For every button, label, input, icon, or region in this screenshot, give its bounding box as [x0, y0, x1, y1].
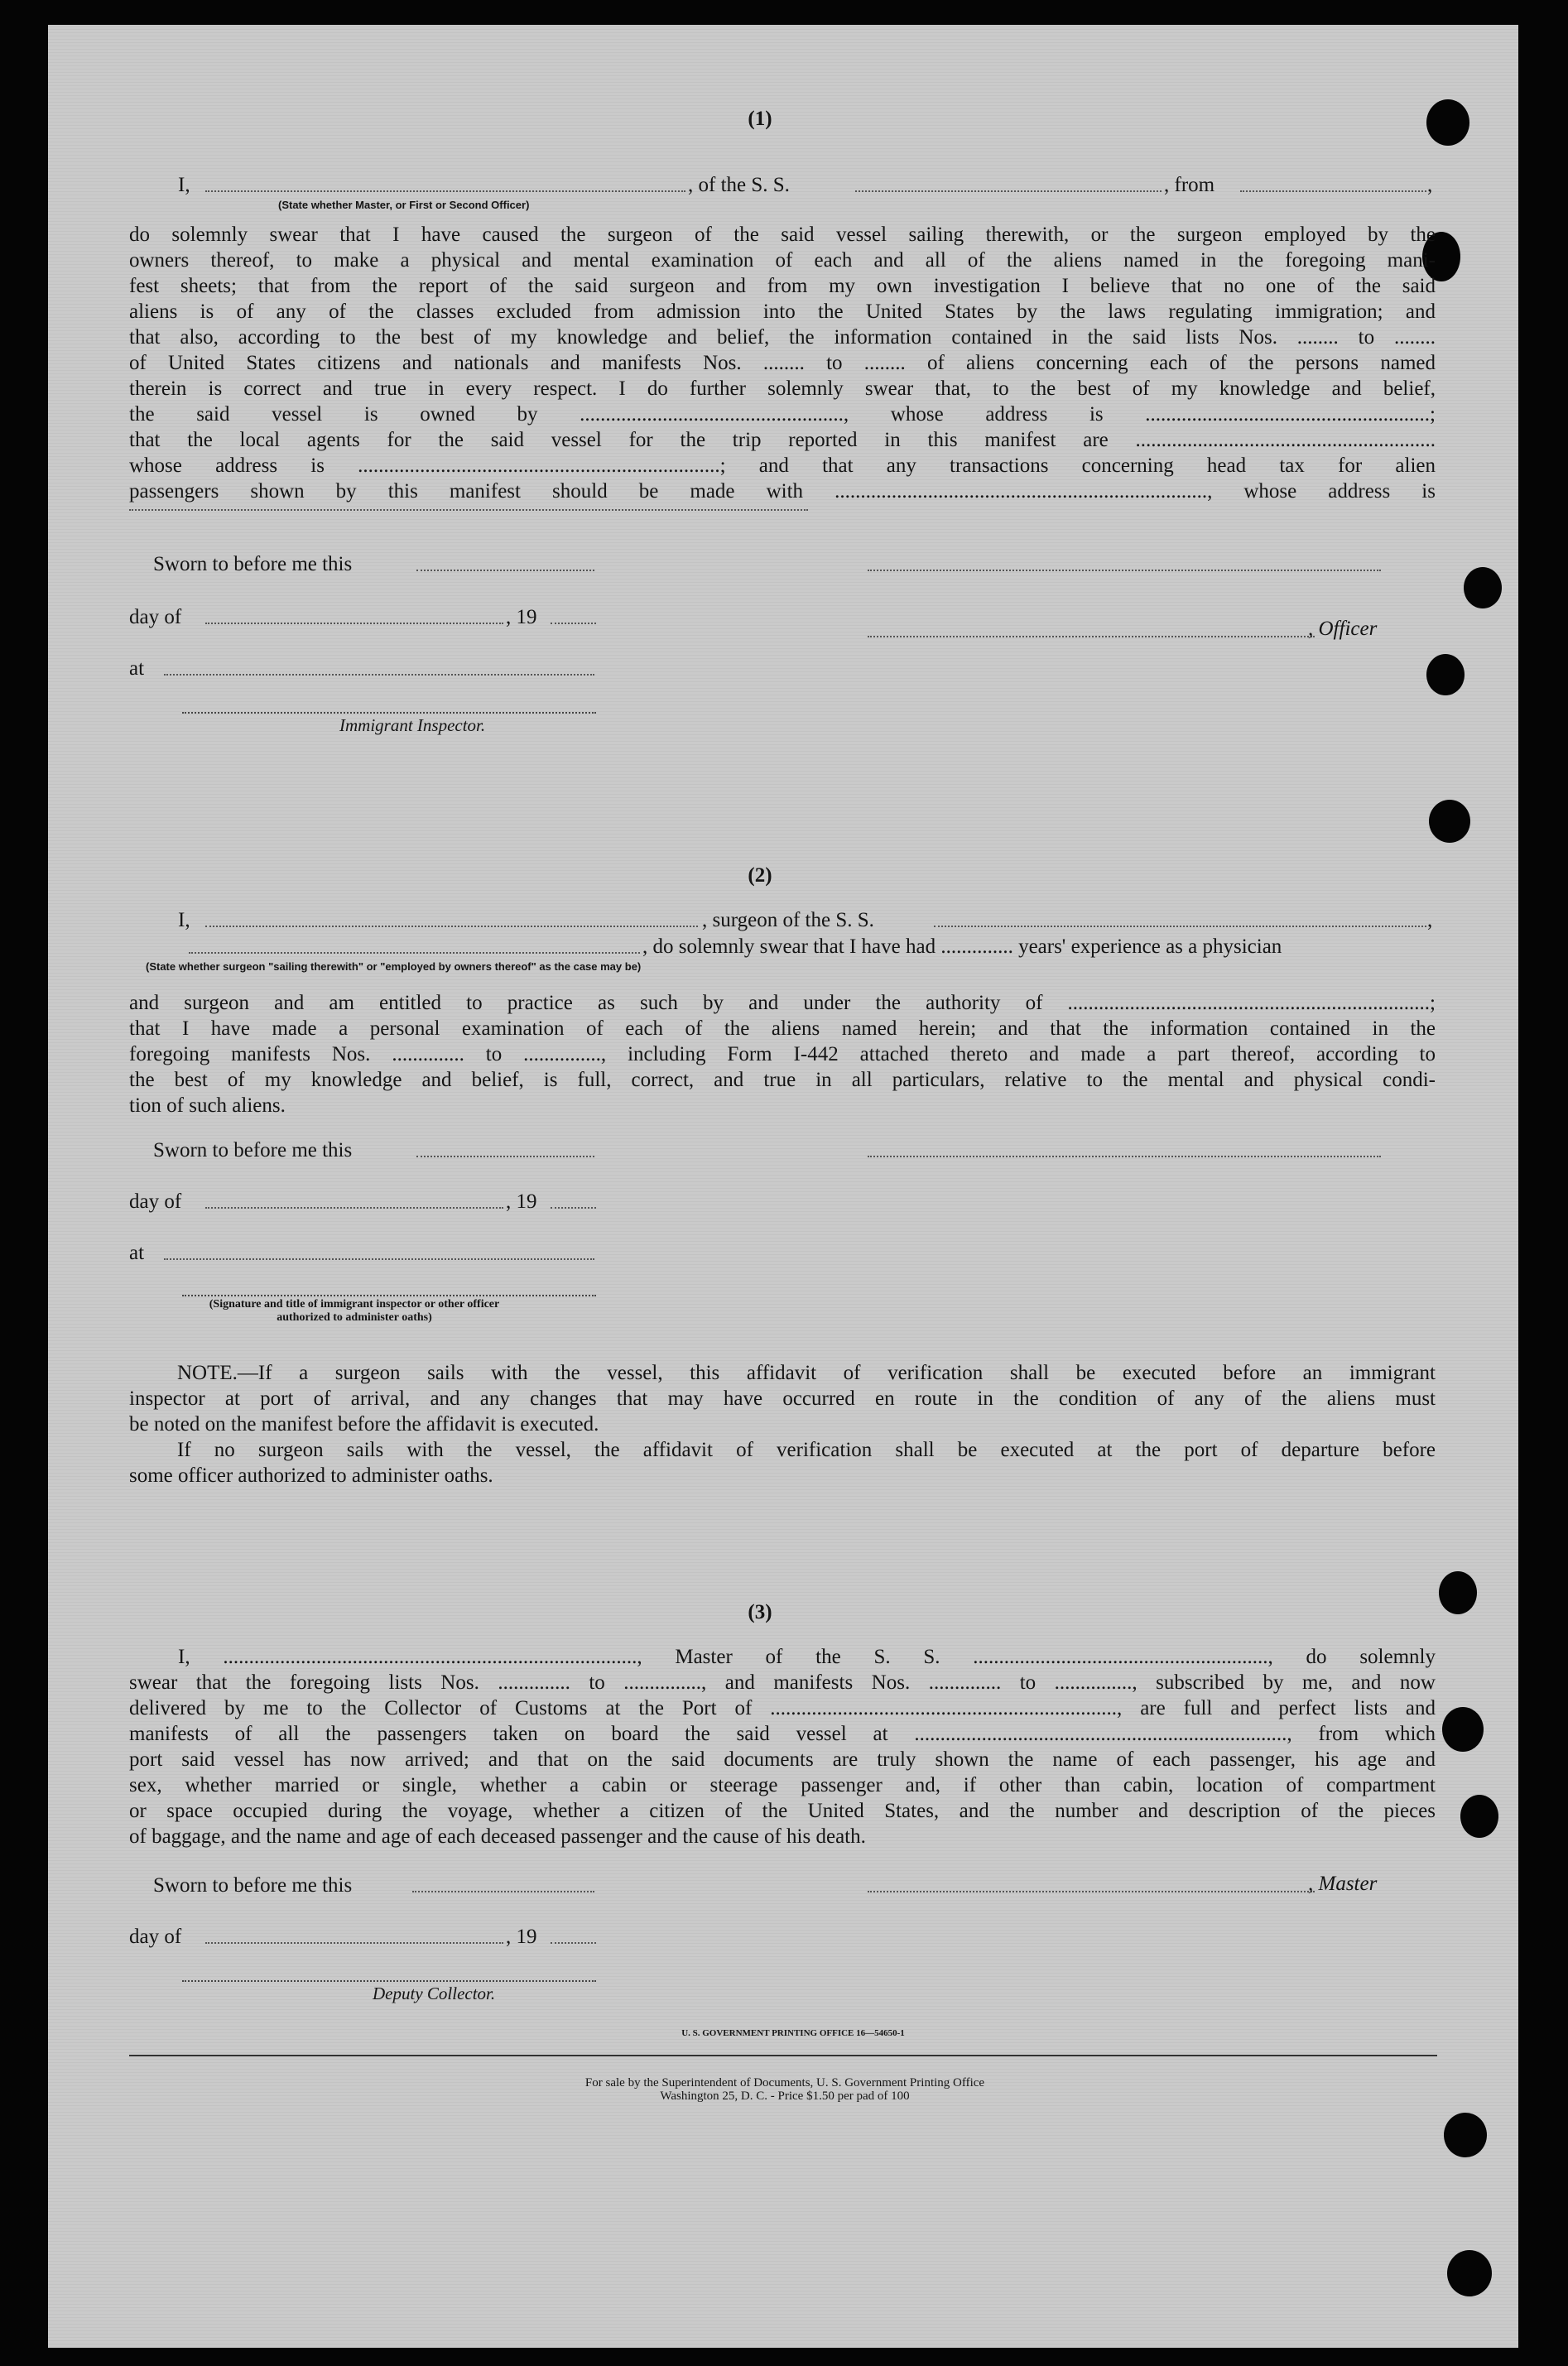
form-page [48, 25, 1518, 2348]
note-line: be noted on the manifest before the affidavit is executed. [129, 1413, 599, 1435]
note2-paragraph [129, 1437, 1436, 1488]
from-port-blank[interactable] [1240, 190, 1426, 192]
body-line: whose address is ......................................................................; and that any transactions concerning head tax for alien [129, 454, 1436, 477]
at-label: at [129, 657, 145, 680]
body-line: fest sheets; that from the report of the said surgeon and from my own investigation I believe that no one of the said [129, 275, 1436, 297]
section-1-i: I, [178, 174, 190, 196]
sworn-date-blank[interactable] [412, 1891, 594, 1892]
day-of-blank[interactable] [205, 623, 503, 624]
deputy-signature-line [182, 1980, 596, 1982]
body-line: I, ................................................................................, Master of the S. S. ........................................................., do solemnly [178, 1646, 1436, 1668]
section-1-body [129, 222, 1436, 504]
punch-hole [1426, 654, 1465, 695]
body-line: aliens is of any of the classes excluded from admission into the United States by the laws regulating immigration; and [129, 301, 1436, 323]
day-of-blank[interactable] [205, 1942, 503, 1944]
footer-rule [129, 2055, 1437, 2056]
body-line: of baggage, and the name and age of each deceased passenger and the cause of his death. [129, 1825, 866, 1848]
punch-hole [1447, 2250, 1492, 2296]
sworn-label: Sworn to before me this [153, 553, 353, 575]
master-signature-blank[interactable] [868, 1891, 1315, 1892]
year-blank[interactable] [551, 1942, 596, 1944]
punch-hole [1464, 567, 1502, 608]
body-line: manifests of all the passengers taken on board the said vessel at ........................................................................, from which [129, 1723, 1436, 1745]
punch-hole [1460, 1795, 1498, 1838]
day-of-label: day of [129, 1190, 182, 1213]
section-2-surgeon-of: , surgeon of the S. S. [702, 909, 874, 931]
body-line: swear that the foregoing lists Nos. .............. to ..............., and manifests Nos. .............. to ..............., subscribed by me, and now [129, 1671, 1436, 1694]
note-line: some officer authorized to administer oaths. [129, 1464, 493, 1487]
surgeon-name-blank[interactable] [205, 926, 698, 927]
sworn-label: Sworn to before me this [153, 1139, 353, 1161]
body-line: therein is correct and true in every respect. I do further solemnly swear that, to the best of my knowledge and belief, [129, 378, 1436, 400]
body-line: do solemnly swear that I have caused the surgeon of the said vessel sailing therewith, or the surgeon employed by the [129, 224, 1436, 246]
body-line: that also, according to the best of my knowledge and belief, the information contained in the said lists Nos. ........ to ........ [129, 326, 1436, 349]
punch-hole [1444, 2113, 1487, 2157]
body-line: that I have made a personal examination of each of the aliens named herein; and that the information contained in the [129, 1017, 1436, 1040]
year-blank[interactable] [551, 1207, 596, 1209]
surgeon-status-blank[interactable] [189, 952, 640, 954]
signature-hint: (Signature and title of immigrant inspector or other officer authorized to administer oaths) [209, 1298, 500, 1324]
master-name-blank[interactable] [205, 190, 685, 192]
day-of-label: day of [129, 1926, 182, 1948]
comma: , [1427, 174, 1433, 196]
section-2-hint: (State whether surgeon "sailing therewith" or "employed by owners thereof" as the case may be) [146, 960, 642, 973]
body-line: port said vessel has now arrived; and that on the said documents are truly shown the name of each passenger, his age and [129, 1748, 1436, 1771]
body-line: foregoing manifests Nos. .............. to ..............., including Form I-442 attached thereto and made a part thereof, according to [129, 1043, 1436, 1065]
signature-line [182, 1295, 596, 1296]
inspector-label: Immigrant Inspector. [339, 715, 486, 735]
section-1-hint: (State whether Master, or First or Second Officer) [278, 199, 530, 211]
note-line: inspector at port of arrival, and any changes that may have occurred en route in the condition of any of the aliens must [129, 1387, 1436, 1410]
vessel-name-2-blank[interactable] [934, 926, 1426, 927]
sworn-label: Sworn to before me this [153, 1874, 353, 1897]
day-of-blank[interactable] [205, 1207, 503, 1209]
body-line: sex, whether married or single, whether a cabin or steerage passenger and, if other than cabin, location of compartment [129, 1774, 1436, 1796]
section-1-number: (1) [748, 108, 772, 130]
section-3-body [129, 1644, 1436, 1849]
body-line: tion of such aliens. [129, 1094, 286, 1117]
body-line: or space occupied during the voyage, whether a citizen of the United States, and the number and description of the pieces [129, 1800, 1436, 1822]
at-label: at [129, 1242, 145, 1264]
at-blank[interactable] [164, 674, 594, 676]
body-line: of United States citizens and nationals and manifests Nos. ........ to ........ of aliens concerning each of the persons named [129, 352, 1436, 374]
body-line: delivered by me to the Collector of Customs at the Port of ..................................................................., are full and perfect lists and [129, 1697, 1436, 1719]
punch-hole [1429, 800, 1470, 843]
surgeon-signature-blank[interactable] [868, 1156, 1381, 1157]
printing-office-imprint: U. S. GOVERNMENT PRINTING OFFICE 16—54650-1 [681, 2028, 905, 2038]
section-2-i: I, [178, 909, 190, 931]
punch-hole [1442, 1707, 1484, 1752]
section-2-line2: , do solemnly swear that I have had .............. years' experience as a physician [642, 935, 1282, 958]
note-line: If no surgeon sails with the vessel, the affidavit of verification shall be executed at the port of departure before [177, 1439, 1436, 1461]
vessel-name-blank[interactable] [855, 190, 1162, 192]
punch-hole [1439, 1571, 1477, 1614]
at-blank[interactable] [164, 1258, 594, 1260]
year-label: , 19 [506, 1926, 537, 1948]
officer-signature-blank-top[interactable] [868, 570, 1381, 571]
deputy-label: Deputy Collector. [373, 1984, 496, 2003]
year-blank[interactable] [551, 623, 596, 624]
sworn-date-blank[interactable] [416, 1156, 594, 1157]
year-label: , 19 [506, 606, 537, 628]
sale-line-1: For sale by the Superintendent of Documents, U. S. Government Printing Office [584, 2076, 985, 2089]
body-line: owners thereof, to make a physical and mental examination of each and all of the aliens named in the foregoing mani- [129, 249, 1436, 272]
section-3-number: (3) [748, 1601, 772, 1623]
body-line: that the local agents for the said vessel for the trip reported in this manifest are .......................................................... [129, 429, 1436, 451]
officer-label: , Officer [1308, 618, 1378, 640]
body-line: passengers shown by this manifest should be made with ........................................................................, whose address is [129, 480, 1436, 503]
punch-hole [1426, 99, 1469, 146]
body-line: and surgeon and am entitled to practice as such by and under the authority of ......................................................................; [129, 992, 1436, 1014]
sale-line-2: Washington 25, D. C. - Price $1.50 per pad of 100 [660, 2089, 910, 2103]
note-line: NOTE.—If a surgeon sails with the vessel, this affidavit of verification shall be executed before an immigrant [177, 1362, 1436, 1384]
body-line: the said vessel is owned by ..................................................., whose address is .......................................................; [129, 403, 1436, 426]
year-label: , 19 [506, 1190, 537, 1213]
body-line: the best of my knowledge and belief, is full, correct, and true in all particulars, relative to the mental and physical condi- [129, 1069, 1436, 1091]
section-1-from: , from [1164, 174, 1215, 196]
sworn-date-blank[interactable] [416, 570, 594, 571]
officer-signature-blank[interactable] [868, 636, 1315, 637]
section-1-of-ss: , of the S. S. [688, 174, 790, 196]
note-paragraph [129, 1360, 1436, 1437]
address-blank[interactable] [129, 509, 808, 511]
section-2-body [129, 990, 1436, 1118]
section-2-number: (2) [748, 864, 772, 887]
master-label: , Master [1308, 1873, 1378, 1895]
inspector-signature-line [182, 712, 596, 714]
comma: , [1427, 909, 1433, 931]
day-of-label: day of [129, 606, 182, 628]
